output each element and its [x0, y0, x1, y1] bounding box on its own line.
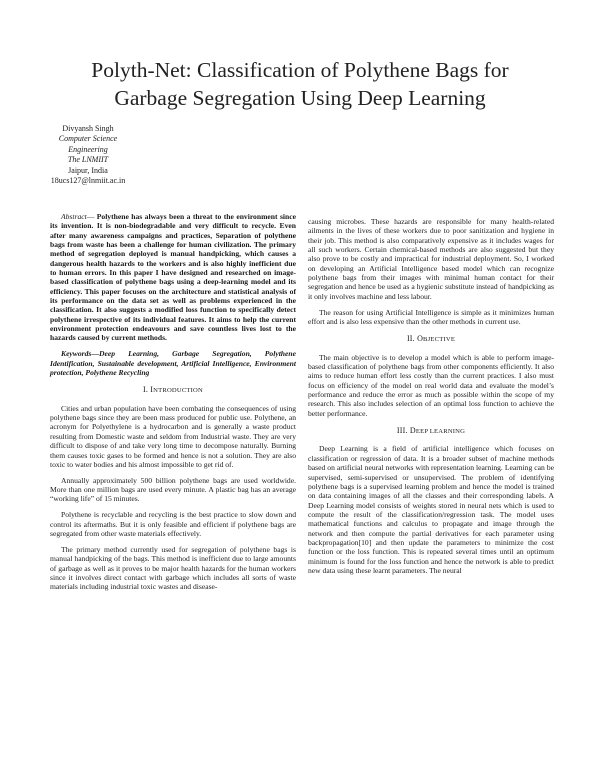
right-column	[308, 217, 554, 582]
intro-paragraph: Cities and urban population have been combating the consequences of using polythene bags since they are been mass produced for public use. Polythene, an acronym for Polyethylene is a hydrocarbon and is generally a waste product resulting from Domestic waste and seldom from Industrial waste. They are very difficult to dispose of and take very long time to decompose naturally. Burning them causes toxic gases to be formed and hence is not a solution. They are also toxic to water bodies and his almost impossible to get rid of.	[50, 403, 296, 469]
author-city: Jaipur, India	[68, 165, 108, 175]
left-column	[50, 212, 296, 598]
intro-paragraph: Annually approximately 500 billion polythene bags are used worldwide. More than one million bags are used every minute. A plastic bag has an average “working life” of 15 minutes.	[50, 475, 296, 504]
section-heading-objective: II. OBJECTIVE	[406, 334, 456, 344]
keywords-label: Keywords	[61, 349, 92, 359]
section-heading-introduction: I. INTRODUCTION	[143, 385, 203, 395]
intro-paragraph: Polythene is recyclable and recycling is the best practice to slow down and control its aftermaths. But it is only feasible and efficient if polythene bags are segregated from other waste materials effectively.	[50, 510, 296, 539]
author-block	[40, 124, 136, 186]
title-line-1: Polyth-Net: Classification of Polythene Bags for	[91, 58, 509, 82]
author-department: Computer Science Engineering	[58, 134, 118, 154]
author-name: Divyansh Singh	[62, 124, 114, 133]
author-email: 18ucs127@lnmiit.ac.in	[50, 176, 126, 186]
keywords	[50, 349, 296, 377]
abstract-text: Polythene has always been a threat to the environment since its invention. It is non-biodegradable and very difficult to recycle. Even after many awareness campaigns and practices, Separation of polythene bags from waste has been a challenge for human civilization. The primary method of segregation deployed is manual handpicking, which causes a dangerous health hazards to the workers and is also highly inefficient due to human errors. In this paper I have designed and researched on image-based classification of polythene bags using a deep-learning model and its efficiency. This paper focuses on the architecture and statistical analysis of its performance on the data set as well as problems experienced in the classification. It also suggests a modified loss function to specifically detect polythene irrespective of its individual features. It aims to help the current environment protection endeavours and save countless lives lost to the hazards caused by current methods.	[50, 212, 296, 343]
abstract-label: Abstract	[61, 212, 87, 221]
keywords-text: —Deep Learning, Garbage Segregation, Polythene Identification, Sustainable development, Artificial Intelligence, Environment protection, Polythene Recycling	[50, 349, 296, 378]
intro-continued-paragraph: causing microbes. These hazards are responsible for many health-related ailments in the lives of these workers due to poor sanitization and hygiene in their job. This method is also comparatively expensive as it includes wages for all such workers. Certain chemical-based methods are also suggested but they also prove to be costly and impractical for industrial deployment. So, I worked on developing an Artificial Intelligence based model which can recognize polythene bags from their images with minimal human contact for their segregation and hence be used as a hygienic substitute instead of handpicking as it only involves machine and less labour.	[308, 217, 554, 301]
intro-continued-paragraph: The reason for using Artificial Intelligence is simple as it minimizes human effort and is also less expensive than the other methods in current use.	[308, 307, 554, 327]
intro-paragraph: The primary method currently used for segregation of polythene bags is manual handpicking of the bags. This method is inefficient due to large amounts of garbage as well as it proves to be major health hazards for the human workers since it involves direct contact with garbage which includes all sorts of waste materials including industrial toxic wastes and disease-	[50, 545, 296, 592]
section-heading-deep-learning: III. DEEP LEARNING	[396, 426, 466, 436]
abstract	[50, 212, 296, 343]
title-line-2: Garbage Segregation Using Deep Learning	[114, 86, 486, 110]
author-institution: The LNMIIT	[67, 155, 109, 165]
deep-learning-paragraph: Deep Learning is a field of artificial intelligence which focuses on classification or regression of data. It is a broader subset of machine methods based on artificial neural networks with representation learning. Learning can be supervised, semi-supervised or unsupervised. The problem of identifying polythene bags is a supervised learning problem and hence the model is trained on data containing images of all the classes and their corresponding labels. A Deep Learning model consists of weights stored in neural nets which is used to compute the result of the classification/regression task. The model uses mathematical functions and calculus to propagate and image through the network and then compute the partial derivatives for each parameter using backpropagation[10] and then update the parameters to minimize the cost function or the loss function. This is repeated several times until an optimum minimum is found for the loss function and hence the network is able to predict new data using these learnt parameters. The neural	[308, 444, 554, 575]
objective-paragraph: The main objective is to develop a model which is able to perform image-based classification of polythene bags from other components efficiently. It also aims to reduce human effort less costly than the current practices. I also must focus on efficiency of the model on real world data and evaluate the model’s performance and reduce the error as much as possible within the scope of my research. This also includes selection of an optimal loss function to achieve the better performance.	[308, 352, 554, 418]
paper-title	[40, 56, 560, 112]
abstract-dash: —	[86, 212, 97, 221]
